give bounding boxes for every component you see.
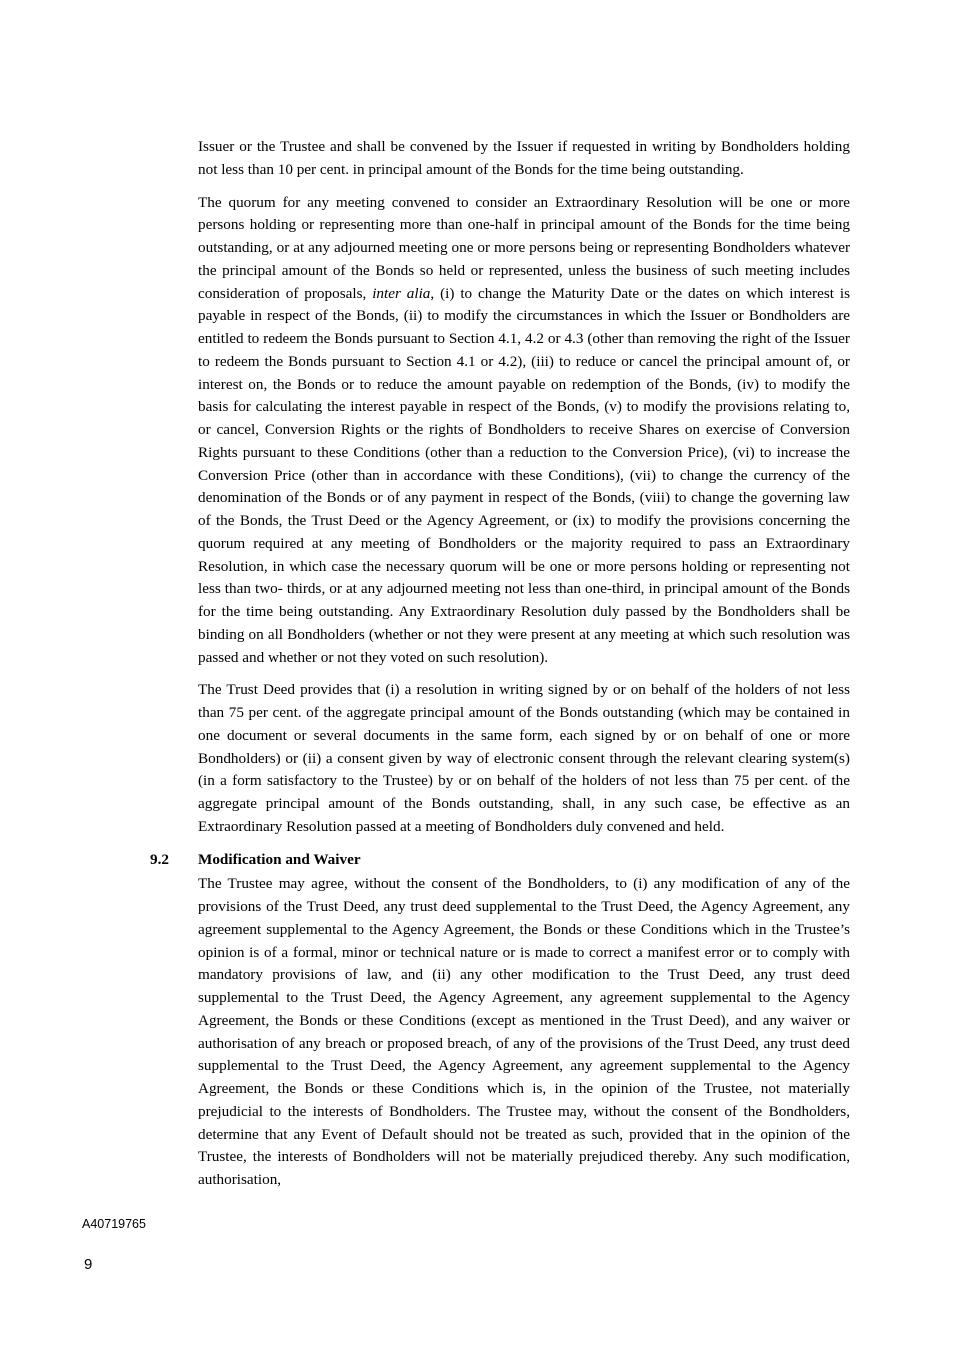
paragraph-written-resolution — [198, 679, 850, 838]
paragraph-text: The Trust Deed provides that (i) a resolution in writing signed by or on behalf of the holders of not less than 75 per cent. of the aggregate principal amount of the Bonds outstanding (which may be contained in one document or several documents in the same form, each signed by or on behalf of one or more Bondholders) or (ii) a consent given by way of electronic consent through the relevant clearing system(s) (in a form satisfactory to the Trustee) by or on behalf of the holders of not less than 75 per cent. of the aggregate principal amount of the Bonds outstanding, shall, in any such case, be effective as an Extraordinary Resolution passed at a meeting of Bondholders duly convened and held. — [198, 681, 850, 835]
page-number: 9 — [84, 1256, 93, 1273]
paragraph-text: The Trustee may agree, without the consent of the Bondholders, to (i) any modification of any of the provisions of the Trust Deed, any trust deed supplemental to the Trust Deed, the Agency Agreement, any agreement supplemental to the Agency Agreement, the Bonds or these Conditions which in the Trustee’s opinion is of a formal, minor or technical nature or is made to correct a manifest error or to comply with mandatory provisions of law, and (ii) any other modification to the Trust Deed, any trust deed supplemental to the Trust Deed, the Agency Agreement, any agreement supplemental to the Agency Agreement, the Bonds or these Conditions (except as mentioned in the Trust Deed), and any waiver or authorisation of any breach or proposed breach, of any of the provisions of the Trust Deed, any trust deed supplemental to the Trust Deed, the Agency Agreement, any agreement supplemental to the Agency Agreement, the Bonds or these Conditions which is, in the opinion of the Trustee, not materially prejudicial to the interests of Bondholders. The Trustee may, without the consent of the Bondholders, determine that any Event of Default should not be treated as such, provided that in the opinion of the Trustee, the interests of Bondholders will not be materially prejudiced thereby. Any such modification, authorisation, — [198, 875, 850, 1188]
section-heading — [150, 849, 850, 872]
section-title: Modification and Waiver — [198, 850, 361, 868]
italic-term: inter alia — [372, 284, 431, 302]
document-reference: A40719765 — [82, 1217, 146, 1231]
document-body — [150, 136, 850, 1192]
paragraph-meeting-convening — [198, 136, 850, 182]
paragraph-modification-waiver — [198, 873, 850, 1192]
paragraph-text: The quorum for any meeting convened to consider an Extraordinary Resolution will be one or more persons holding or representing more than one-half in principal amount of the Bonds for the time being outstanding, or at any adjourned meeting one or more persons being or representing Bondholders whatever the principal amount of the Bonds so held or represented, unless the business of such meeting includes consideration of proposals, — [198, 193, 850, 302]
paragraph-text: Issuer or the Trustee and shall be convened by the Issuer if requested in writing by Bondholders holding not less than 10 per cent. in principal amount of the Bonds for the time being outstanding. — [198, 138, 850, 178]
section-number: 9.2 — [150, 850, 169, 868]
paragraph-text: , (i) to change the Maturity Date or the dates on which interest is payable in respect of the Bonds, (ii) to modify the circumstances in which the Issuer or Bondholders are entitled to redeem the Bonds pursuant to Section 4.1, 4.2 or 4.3 (other than removing the right of the Issuer to redeem the Bonds pursuant to Section 4.1 or 4.2), (iii) to reduce or cancel the principal amount of, or interest on, the Bonds or to reduce the amount payable on redemption of the Bonds, (iv) to modify the basis for calculating the interest payable in respect of the Bonds, (v) to modify the provisions relating to, or cancel, Conversion Rights or the rights of Bondholders to receive Shares on exercise of Conversion Rights pursuant to these Conditions (other than a reduction to the Conversion Price), (vi) to increase the Conversion Price (other than in accordance with these Conditions), (vii) to change the currency of the denomination of the Bonds or of any payment in respect of the Bonds, (viii) to change the governing law of the Bonds, the Trust Deed or the Agency Agreement, or (ix) to modify the provisions concerning the quorum required at any meeting of Bondholders or the majority required to pass an Extraordinary Resolution, in which case the necessary quorum will be one or more persons holding or representing not less than two- thirds, or at any adjourned meeting not less than one-third, in principal amount of the Bonds for the time being outstanding. Any Extraordinary Resolution duly passed by the Bondholders shall be binding on all Bondholders (whether or not they were present at any meeting at which such resolution was passed and whether or not they voted on such resolution). — [198, 284, 850, 666]
paragraph-quorum — [198, 192, 850, 670]
